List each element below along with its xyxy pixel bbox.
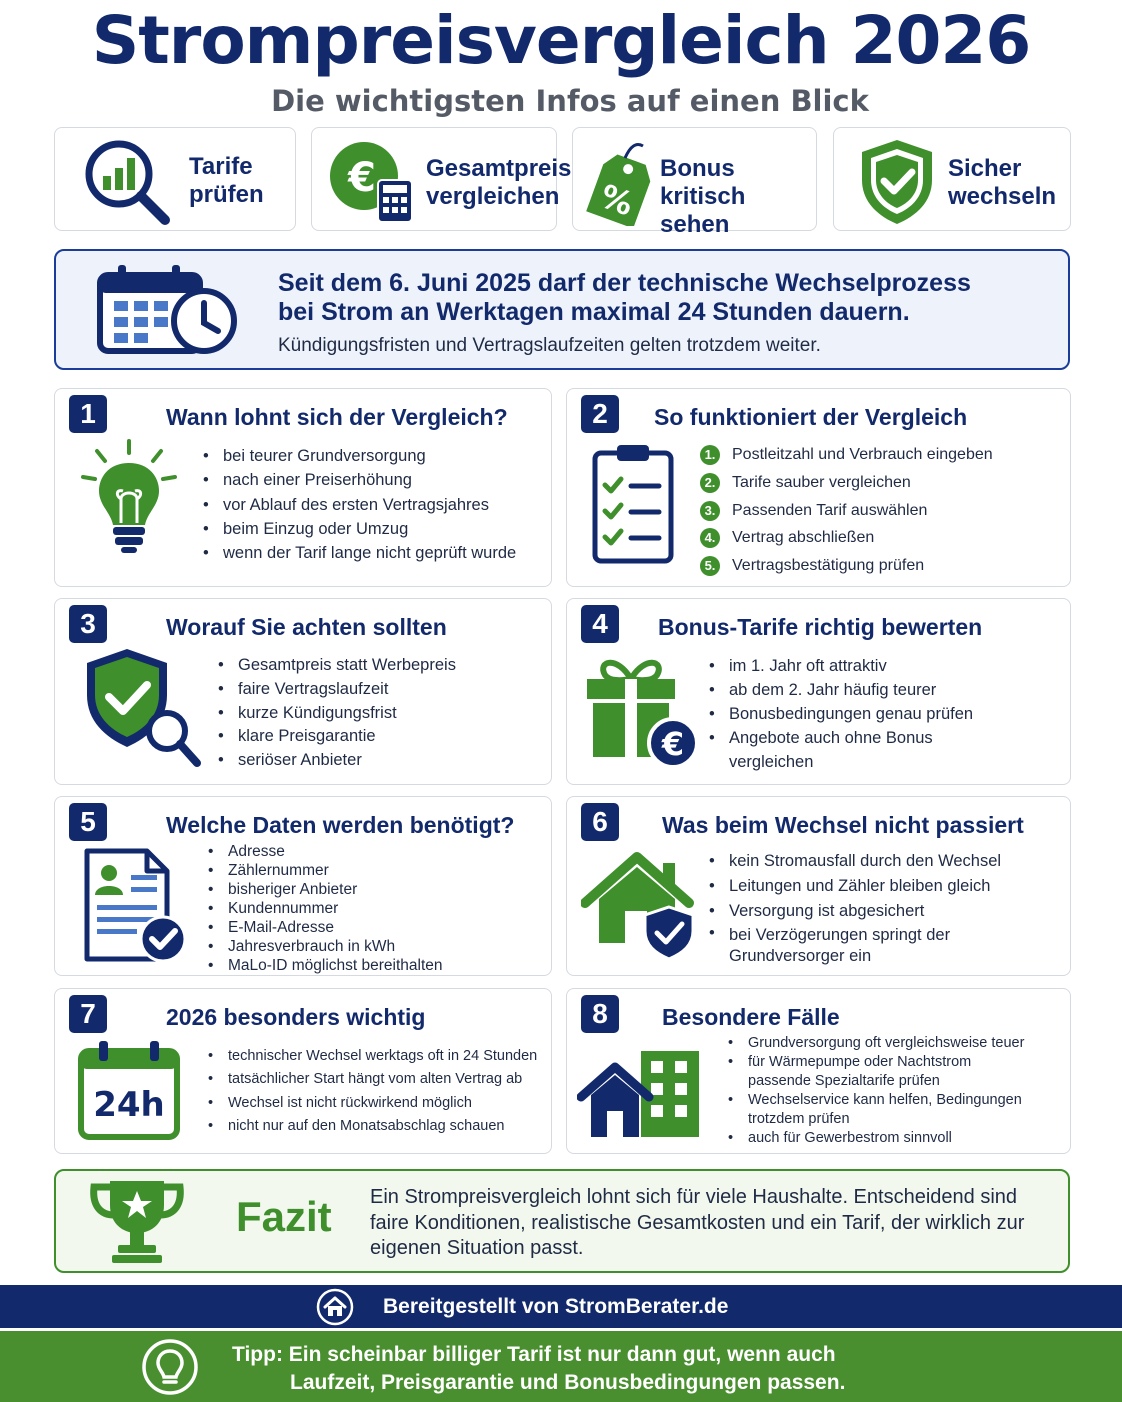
step-number: 1. — [700, 445, 720, 465]
section-card-1 — [54, 388, 552, 587]
fazit-heading: Fazit — [236, 1193, 332, 1240]
list-item: • Zählernummer — [206, 861, 443, 880]
provider-text: Bereitgestellt von StromBerater.de — [383, 1295, 729, 1318]
list-item: • ab dem 2. Jahr häufig teurer — [707, 678, 1057, 702]
list-item: • Kundennummer — [206, 899, 443, 918]
quick-card-gesamtpreis — [311, 127, 572, 231]
quick-card-tarife — [54, 127, 296, 231]
section-number: 6 — [581, 803, 619, 841]
list-item: • nach einer Preiserhöhung — [201, 468, 516, 492]
step-item — [700, 469, 993, 497]
quick-card-sicher — [833, 127, 1071, 231]
section-number: 1 — [69, 395, 107, 433]
list-item: • technischer Wechsel werktags oft in 24 Stunden — [206, 1045, 537, 1068]
section-title: Was beim Wechsel nicht passiert — [662, 812, 1024, 838]
quick-card-line1: Tarife — [189, 153, 253, 180]
fazit-text: Ein Strompreisvergleich lohnt sich für viele Haushalte. Entscheidend sind faire Konditionen, realistische Gesamtkosten und ein Tarif, der wirklich zur eigenen Situation passt. — [370, 1186, 1025, 1259]
footer-provider-bar — [0, 1285, 1122, 1328]
list-item: • für Wärmepumpe oder Nachtstrom passende Spezialtarife prüfen — [726, 1053, 1008, 1091]
step-text: Passenden Tarif auswählen — [732, 501, 928, 519]
list-item: • MaLo-ID möglichst bereithalten — [206, 956, 443, 975]
section-title: 2026 besonders wichtig — [166, 1004, 426, 1030]
quick-card-bonus — [572, 127, 817, 238]
section-card-6 — [566, 796, 1071, 976]
quick-card-line2: wechseln — [948, 183, 1057, 210]
footer-tip-bar — [0, 1331, 1122, 1402]
step-item — [700, 524, 993, 552]
step-number: 3. — [700, 501, 720, 521]
list-item: • bei teurer Grundversorgung — [201, 444, 516, 468]
list-item: • bisheriger Anbieter — [206, 880, 443, 899]
calendar-24h-label: 24h — [93, 1085, 165, 1125]
list-item: • Versorgung ist abgesichert — [707, 899, 1057, 924]
section-number: 8 — [581, 995, 619, 1033]
step-text: Tarife sauber vergleichen — [732, 473, 911, 491]
step-text: Vertrag abschließen — [732, 529, 875, 547]
svg-text:€: € — [661, 725, 685, 763]
tip-line-2: Laufzeit, Preisgarantie und Bonusbedingungen passen. — [290, 1371, 846, 1394]
magnifier-chart-icon — [81, 136, 171, 226]
quick-card-line1: Sicher — [948, 155, 1022, 182]
list-item: • Wechselservice kann helfen, Bedingungen trotzdem prüfen — [726, 1091, 1048, 1129]
home-circle-icon — [315, 1287, 355, 1327]
section-card-7 — [54, 988, 552, 1154]
list-item: • Bonusbedingungen genau prüfen — [707, 702, 1057, 726]
list-item: • beim Einzug oder Umzug — [201, 517, 516, 541]
list-item: • E-Mail-Adresse — [206, 918, 443, 937]
trophy-star-icon — [88, 1175, 186, 1267]
step-item — [700, 441, 993, 469]
section-title: Worauf Sie achten sollten — [166, 614, 447, 640]
section-title: Welche Daten werden benötigt? — [166, 812, 515, 838]
list-item: • kurze Kündigungsfrist — [216, 702, 456, 726]
info-line-3: Kündigungsfristen und Vertragslaufzeiten gelten trotzdem weiter. — [278, 335, 821, 356]
list-item: • Angebote auch ohne Bonus vergleichen — [707, 726, 959, 774]
percent-tag-icon — [577, 136, 667, 226]
section-card-8 — [566, 988, 1071, 1154]
lightbulb-circle-icon — [141, 1338, 199, 1396]
quick-card-line2: kritisch sehen — [660, 183, 746, 238]
section-title: Bonus-Tarife richtig bewerten — [658, 614, 983, 640]
house-building-icon — [577, 1045, 703, 1141]
step-item — [700, 497, 993, 525]
section-card-4 — [566, 598, 1071, 785]
euro-calculator-icon — [326, 136, 416, 226]
list-item: • Gesamtpreis statt Werbepreis — [216, 654, 456, 678]
section-title: Besondere Fälle — [662, 1004, 840, 1030]
info-line-1: Seit dem 6. Juni 2025 darf der technische Wechselprozess — [278, 269, 971, 297]
section-number: 7 — [69, 995, 107, 1033]
fazit-box — [54, 1169, 1070, 1273]
list-item: • klare Preisgarantie — [216, 725, 456, 749]
list-item: • vor Ablauf des ersten Vertragsjahres — [201, 493, 516, 517]
section-card-2 — [566, 388, 1071, 587]
svg-text:%: % — [595, 176, 639, 224]
step-text: Postleitzahl und Verbrauch eingeben — [732, 446, 993, 463]
quick-card-line2: vergleichen — [426, 183, 560, 210]
shield-magnifier-icon — [81, 645, 205, 771]
step-text: Vertragsbestätigung prüfen — [732, 557, 925, 575]
calendar-clock-icon — [96, 261, 246, 357]
section-card-3 — [54, 598, 552, 785]
house-shield-icon — [581, 851, 699, 961]
list-item: • Wechsel ist nicht rückwirkend möglich — [206, 1092, 537, 1115]
list-item: • kein Stromausfall durch den Wechsel — [707, 849, 1057, 874]
shield-check-icon — [852, 136, 942, 226]
quick-card-line1: Gesamtpreis — [426, 155, 572, 182]
svg-text:€: € — [348, 155, 376, 201]
quick-card-line2: prüfen — [189, 181, 264, 208]
list-item: • tatsächlicher Start hängt vom alten Vertrag ab — [206, 1068, 537, 1091]
list-item: • bei Verzögerungen springt der Grundversorger ein — [707, 923, 969, 967]
calendar-24h-icon — [77, 1037, 181, 1141]
list-item: • auch für Gewerbestrom sinnvoll — [726, 1129, 1056, 1148]
step-number: 2. — [700, 473, 720, 493]
list-item: • nicht nur auf den Monatsabschlag schauen — [206, 1115, 537, 1138]
section-number: 5 — [69, 803, 107, 841]
clipboard-checklist-icon — [591, 441, 675, 565]
section-number: 2 — [581, 395, 619, 433]
list-item: • Leitungen und Zähler bleiben gleich — [707, 874, 1057, 899]
section-number: 4 — [581, 605, 619, 643]
gift-euro-icon — [583, 653, 699, 771]
list-item: • Jahresverbrauch in kWh — [206, 937, 443, 956]
step-number: 4. — [700, 528, 720, 548]
quick-card-line1: Bonus — [660, 155, 735, 182]
list-item: • im 1. Jahr oft attraktiv — [707, 654, 1057, 678]
lightbulb-icon — [79, 437, 179, 557]
info-line-2: bei Strom an Werktagen maximal 24 Stunden dauern. — [278, 298, 910, 326]
page-subtitle: Die wichtigsten Infos auf einen Blick — [271, 84, 869, 118]
list-item: • Grundversorgung oft vergleichsweise teuer — [726, 1034, 1056, 1053]
page-title: Strompreisvergleich 2026 — [91, 2, 1031, 79]
list-item: • faire Vertragslaufzeit — [216, 678, 456, 702]
step-item — [700, 552, 993, 580]
tip-line-1: Tipp: Ein scheinbar billiger Tarif ist nur dann gut, wenn auch — [232, 1343, 836, 1366]
info-box — [54, 249, 1070, 370]
list-item: • wenn der Tarif lange nicht geprüft wurde — [201, 541, 516, 565]
list-item: • Adresse — [206, 842, 443, 861]
section-card-5 — [54, 796, 552, 976]
step-number: 5. — [700, 556, 720, 576]
section-title: Wann lohnt sich der Vergleich? — [166, 404, 508, 430]
section-number: 3 — [69, 605, 107, 643]
list-item: • seriöser Anbieter — [216, 749, 456, 773]
document-person-check-icon — [83, 847, 189, 965]
section-title: So funktioniert der Vergleich — [654, 404, 968, 430]
